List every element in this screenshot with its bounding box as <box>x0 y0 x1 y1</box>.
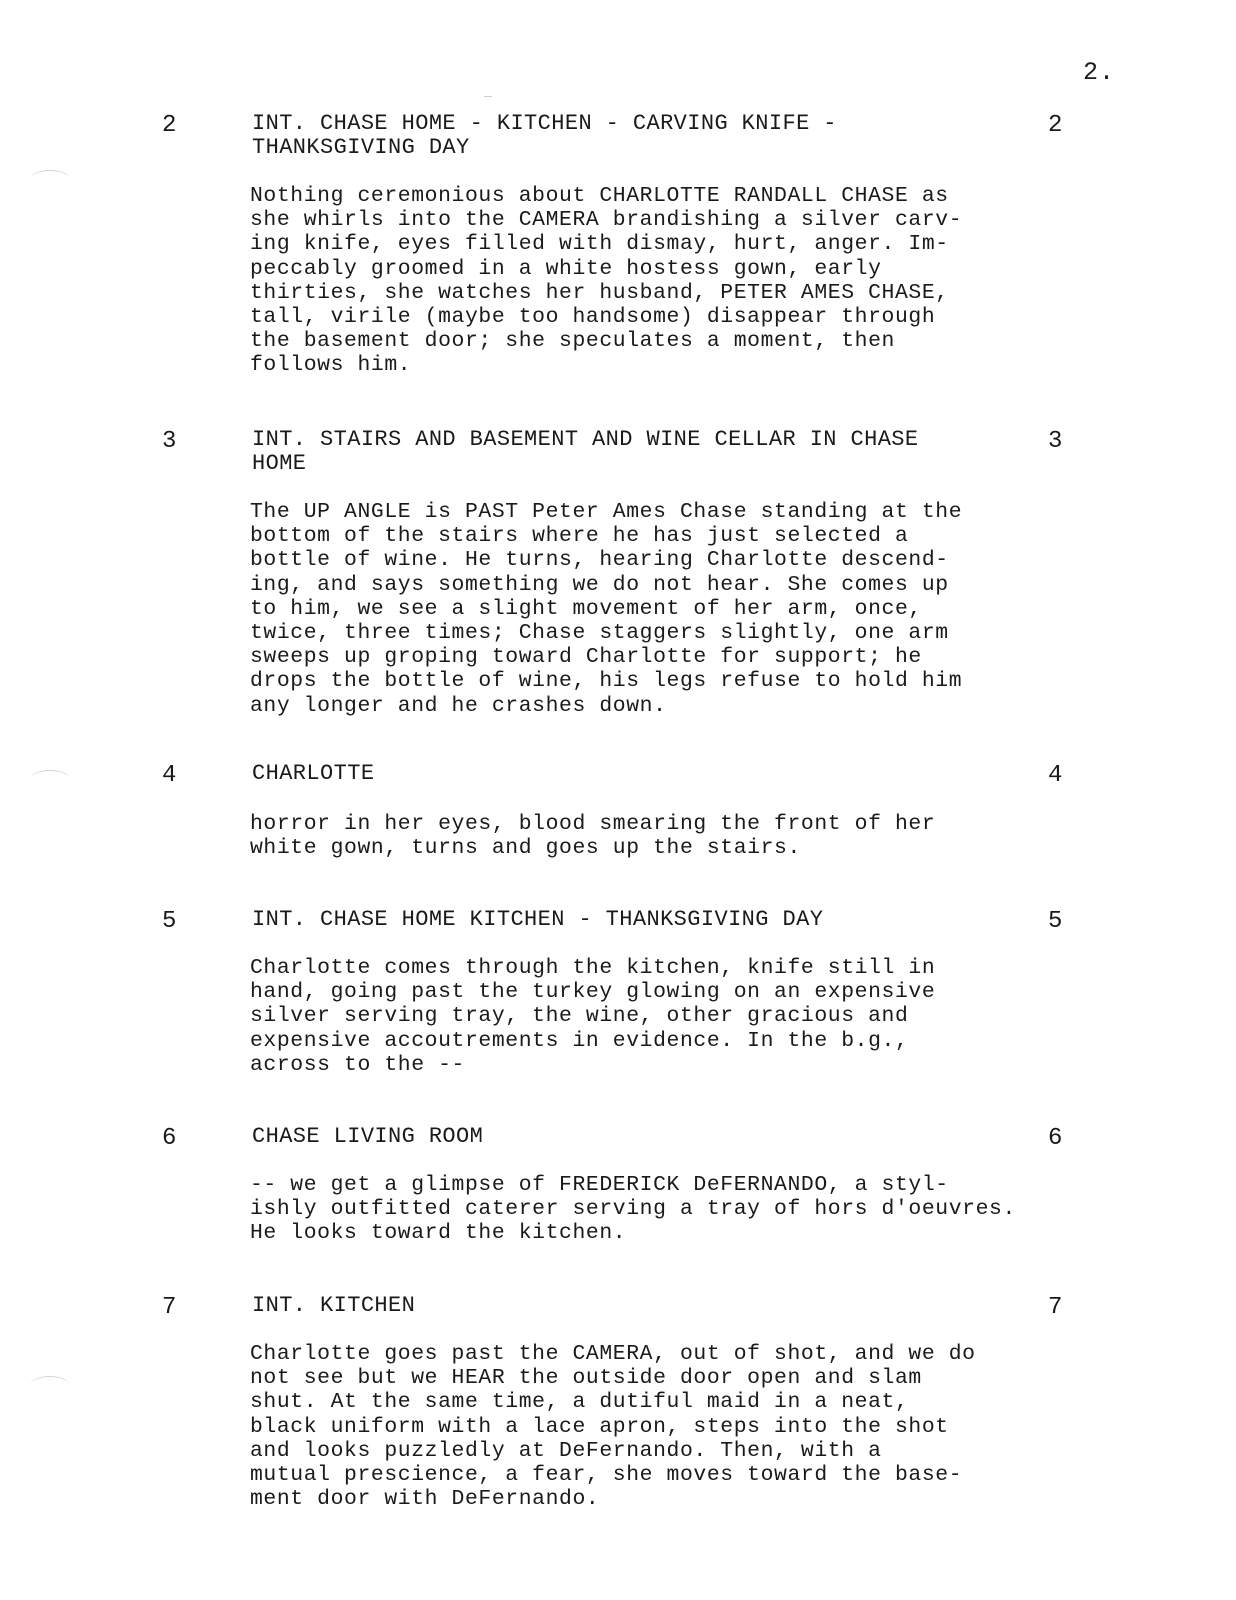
punch-hole-mark <box>30 170 70 189</box>
scene-heading: INT. CHASE HOME - KITCHEN - CARVING KNIFE - THANKSGIVING DAY <box>252 111 837 160</box>
scene-number-left: 2 <box>162 112 177 139</box>
scene-number-right: 6 <box>1048 1125 1063 1152</box>
scene-number-right: 7 <box>1048 1294 1063 1321</box>
scene-number-right: 2 <box>1048 112 1063 139</box>
scene-heading: INT. STAIRS AND BASEMENT AND WINE CELLAR IN CHASE HOME <box>252 427 919 476</box>
scene-number-right: 4 <box>1048 762 1063 789</box>
scene-action: Charlotte comes through the kitchen, knife still in hand, going past the turkey glowing on an expensive silver serving tray, the wine, other gracious and expensive accoutrements in evidence. In the b.g., across to the -- <box>250 956 936 1077</box>
scene-number-left: 5 <box>162 908 177 935</box>
scene-action: The UP ANGLE is PAST Peter Ames Chase standing at the bottom of the stairs where he has just selected a bottle of wine. He turns, hearing Charlotte descend- ing, and says something we do not hear. She comes up to him, we see a slight movement of her arm, once, twice, three times; Chase staggers slightly, one arm sweeps up groping toward Charlotte for support; he drops the bottle of wine, his legs refuse to hold him any longer and he crashes down. <box>250 500 963 718</box>
scene-heading: CHARLOTTE <box>252 761 375 786</box>
scene-number-left: 4 <box>162 762 177 789</box>
scene-number-left: 3 <box>162 428 177 455</box>
scene-heading: CHASE LIVING ROOM <box>252 1124 484 1149</box>
scene-heading: INT. KITCHEN <box>252 1293 416 1318</box>
stray-mark <box>484 96 492 97</box>
punch-hole-mark <box>30 770 70 789</box>
punch-hole-mark <box>30 1376 70 1395</box>
scene-number-left: 7 <box>162 1294 177 1321</box>
scene-action: Nothing ceremonious about CHARLOTTE RANDALL CHASE as she whirls into the CAMERA brandishing a silver carv- ing knife, eyes filled with dismay, hurt, anger. Im- peccably groomed in a white hostess gown, early thirties, she watches her husband, PETER AMES CHASE, tall, virile (maybe too handsome) disappear through the basement door; she speculates a moment, then follows him. <box>250 184 963 378</box>
scene-action: horror in her eyes, blood smearing the front of her white gown, turns and goes up the stairs. <box>250 812 936 861</box>
scene-heading: INT. CHASE HOME KITCHEN - THANKSGIVING DAY <box>252 907 824 932</box>
scene-number-right: 5 <box>1048 908 1063 935</box>
page-number: 2. <box>1083 58 1116 87</box>
scene-number-left: 6 <box>162 1125 177 1152</box>
scene-number-right: 3 <box>1048 428 1063 455</box>
scene-action: -- we get a glimpse of FREDERICK DeFERNANDO, a styl- ishly outfitted caterer serving a tray of hors d'oeuvres. He looks toward the kitchen. <box>250 1173 1016 1246</box>
scene-action: Charlotte goes past the CAMERA, out of shot, and we do not see but we HEAR the outside door open and slam shut. At the same time, a dutiful maid in a neat, black uniform with a lace apron, steps into the shot and looks puzzledly at DeFernando. Then, with a mutual prescience, a fear, she moves toward the base- ment door with DeFernando. <box>250 1342 976 1512</box>
